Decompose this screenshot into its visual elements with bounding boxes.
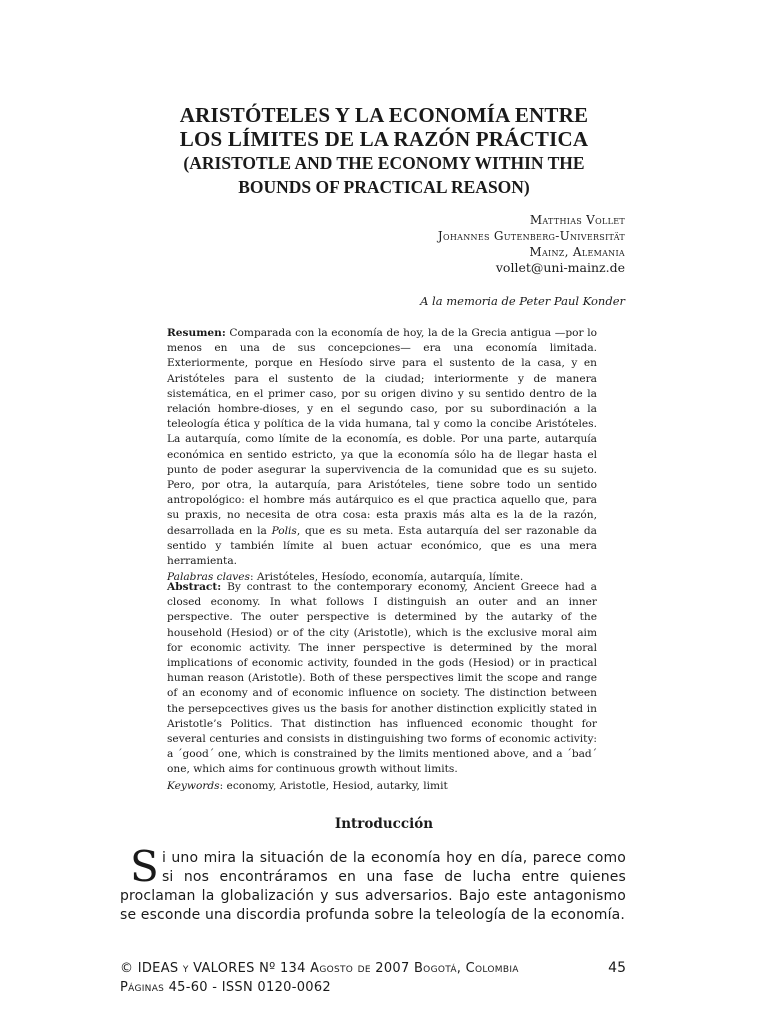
resumen-keywords-label: Palabras claves (167, 571, 250, 584)
title-english-line-2: BOUNDS OF PRACTICAL REASON) (238, 177, 530, 197)
resumen-text-part-1: Comparada con la economía de hoy, la de la Grecia antigua —por lo menos en una de sus concepciones— era una economía limitada. Exteriormente, porque en Hesíodo sirve para el sustento de la casa, y en Aristóteles para el sustento de la ciudad; interiormente y de manera sistemática, en el primer caso, por su origen divino y su sentido dentro de la relación hombre-dioses, y en el segundo caso, por su subordinación a la teleología ética y política de la vida humana, tal y como la concibe Aristóteles. La autarquía, como límite de la economía, es doble. Por una parte, autarquía económica en sentido estricto, ya que la economía sólo ha de llegar hasta el punto de poder asegurar la supervivencia de la comunidad que es su sujeto. Pero, por otra, la autarquía, para Aristóteles, tiene sobre todo un sentido antropológico: el hombre más autárquico es el que practica aquello que, para su praxis, no necesita de otra cosa: esta praxis más alta es la de la razón, desarrollada en la (167, 327, 597, 537)
intro-paragraph-text: i uno mira la situación de la economía hoy en día, parece como si nos encontráramos en una fase de lucha entre quienes proclaman la globalización y sus adversarios. Bajo este antagonismo se esconde una discordia profunda sobre la teleología de la economía. (120, 850, 626, 923)
resumen-text-part-2: , que es su meta. Esta autarquía del ser razonable da sentido y también límite al buen actuar económico, que es una mera herramienta. (167, 524, 597, 568)
abstract-keywords-text: : economy, Aristotle, Hesiod, autarky, limit (219, 779, 448, 792)
author-affiliation-line-2: Mainz, Alemania (529, 245, 625, 259)
page-footer (120, 959, 626, 997)
page-number: 45 (608, 960, 626, 976)
resumen-block (167, 326, 597, 585)
article-title (100, 103, 668, 199)
intro-paragraph (120, 842, 626, 925)
resumen-polis-term: Polis (271, 524, 297, 537)
section-heading: Introducción (334, 816, 434, 832)
title-spanish-line-2: LOS LÍMITES DE LA RAZÓN PRÁCTICA (179, 127, 589, 151)
abstract-keywords-label: Keywords (167, 779, 220, 792)
resumen-label: Resumen: (167, 327, 226, 339)
resumen-keywords-text: : Aristóteles, Hesíodo, economía, autarquía, límite. (249, 571, 524, 584)
abstract-keywords (167, 779, 597, 794)
title-spanish-line-1: ARISTÓTELES Y LA ECONOMÍA ENTRE (179, 103, 589, 127)
abstract-text: By contrast to the contemporary economy, Ancient Greece had a closed economy. In what follows I distinguish an outer and an inner perspective. The outer perspective is determined by the autarky of the household (Hesiod) or of the city (Aristotle), which is the exclusive moral aim for economic activity. The inner perspective is determined by the moral implications of economic activity, founded in the gods (Hesiod) or in practical human reason (Aristotle). Both of these perspectives limit the scope and range of an economy and of economic influence on society. The distinction between the persepcectives gives us the basis for another distinction explicitly stated in Aristotle’s Politics. That distinction has influenced economic thought for several centuries and consists in distinguishing two forms of economic activity: a ´good´ one, which is constrained by the limits mentioned above, and a ´bad´ one, which aims for continuous growth without limits. (167, 581, 597, 776)
pages-issn: Páginas 45-60 - ISSN 0120-0062 (120, 980, 331, 995)
drop-cap: S (130, 842, 159, 891)
abstract-paragraph (167, 580, 597, 778)
author-affiliation-line-1: Johannes Gutenberg-Universität (437, 229, 625, 243)
author-email: vollet@uni-mainz.de (495, 260, 625, 275)
resumen-paragraph (167, 326, 597, 569)
author-block (438, 212, 625, 276)
journal-citation: © IDEAS y VALORES Nº 134 Agosto de 2007 Bogotá, Colombia (120, 961, 519, 976)
author-name: Matthias Vollet (529, 213, 625, 227)
dedication: A la memoria de Peter Paul Konder (420, 294, 625, 308)
title-english-line-1: (ARISTOTLE AND THE ECONOMY WITHIN THE (183, 153, 585, 173)
abstract-label: Abstract: (167, 581, 222, 593)
abstract-block (167, 580, 597, 794)
